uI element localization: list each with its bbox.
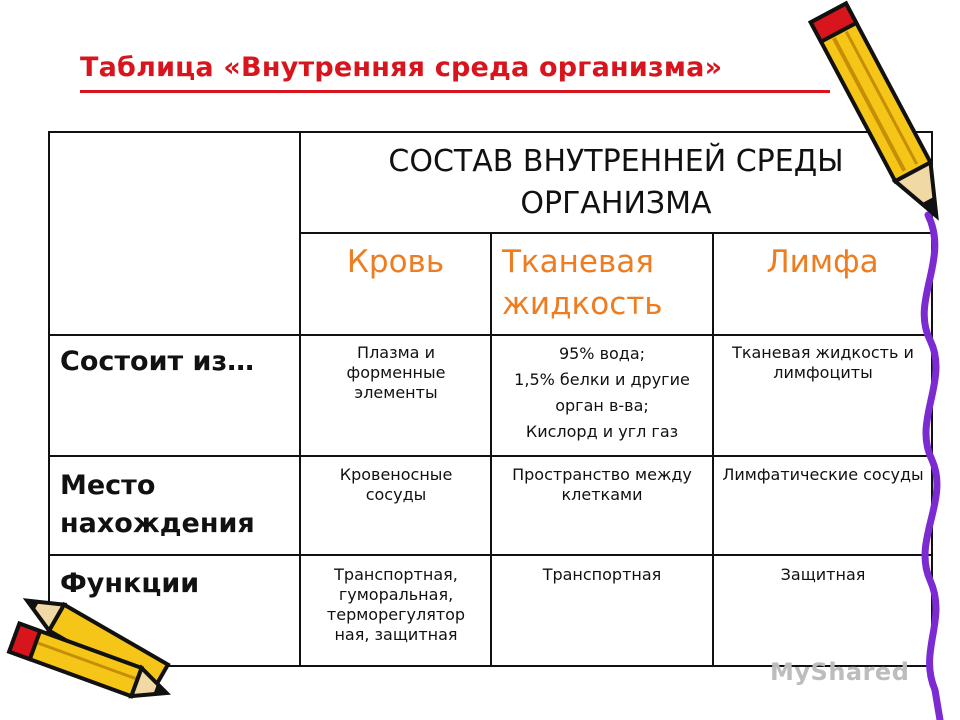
row-label-composition: Состоит из… [60, 346, 255, 377]
divider-h-row1 [50, 334, 931, 336]
cell-functions-lymph: Защитная [780, 565, 866, 584]
divider-h-row2 [50, 455, 931, 457]
cell-composition-tissue-fluid: 95% вода; 1,5% белки и другие орган в-ва; Кислорд и угл газ [514, 344, 690, 441]
cell-location-lymph: Лимфатические сосуды [722, 465, 924, 484]
page-title: Таблица «Внутренняя среда организма» [80, 52, 723, 83]
row-label-functions: Функции [60, 568, 200, 599]
divider-v3 [712, 233, 714, 665]
cell-location-blood: Кровеносные сосуды [339, 465, 453, 504]
pencil-decoration-right [800, 0, 960, 720]
wavy-line [924, 215, 940, 720]
cell-location-tissue-fluid: Пространство между клетками [512, 465, 692, 504]
header-main: СОСТАВ ВНУТРЕННЕЙ СРЕДЫ ОРГАНИЗМА [388, 144, 844, 221]
title-underline [80, 90, 830, 93]
watermark: MyShared [770, 658, 910, 686]
column-header-blood: Кровь [346, 244, 445, 280]
row-label-location: Место нахождения [60, 470, 255, 539]
cell-composition-lymph: Тканевая жидкость и лимфоциты [732, 343, 914, 382]
cell-functions-tissue-fluid: Транспортная [542, 565, 662, 584]
divider-h-row3 [50, 554, 931, 556]
column-header-lymph: Лимфа [766, 244, 879, 280]
pencil-decoration-left [0, 565, 200, 720]
cell-composition-blood: Плазма и форменные элементы [346, 343, 446, 402]
column-header-tissue-fluid: Тканевая жидкость [502, 244, 663, 322]
cell-functions-blood: Транспортная, гуморальная, терморегулятор ная, защитная [326, 565, 466, 644]
divider-v2 [490, 233, 492, 665]
